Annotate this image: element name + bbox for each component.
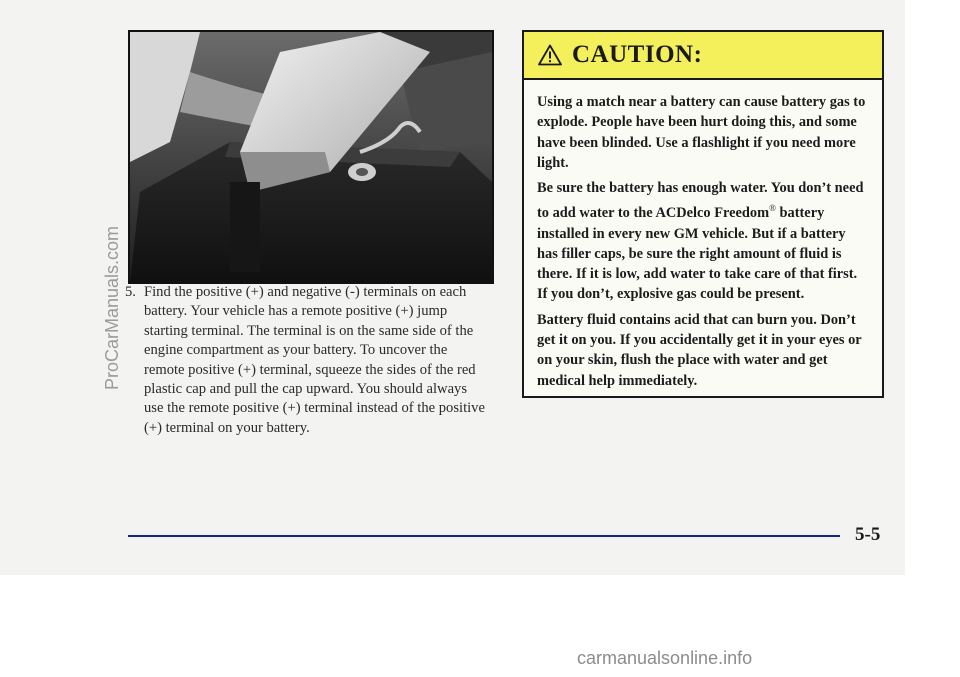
caution-paragraph: Battery fluid contains acid that can burn you. Don’t get it on you. If you accidentally get it in your eyes or on your skin, flush the place with water and get medical help immediately.	[537, 311, 862, 389]
battery-photo-illustration	[130, 32, 492, 282]
bottom-watermark: carmanualsonline.info	[577, 648, 753, 668]
registered-mark: ®	[769, 203, 776, 214]
step-number: 5.	[125, 284, 136, 300]
caution-title: CAUTION:	[572, 41, 703, 68]
instruction-step-5	[125, 283, 490, 438]
caution-text-segment: battery installed in every new GM vehicle. But if a battery has filler caps, be sure the right amount of fluid is there. If it is low, add water to take care of that first. If you don’t, explosive gas could be present.	[537, 205, 858, 303]
caution-paragraph	[537, 178, 868, 305]
caution-header	[524, 32, 882, 80]
caution-box	[522, 30, 884, 398]
side-watermark: ProCarManuals.com	[102, 225, 122, 390]
caution-body	[524, 80, 882, 391]
warning-triangle-icon	[538, 44, 562, 66]
battery-terminal-photo	[128, 30, 494, 284]
caution-paragraph: Using a match near a battery can cause battery gas to explode. People have been hurt doing this, and some have been blinded. Use a flashlight if you need more light.	[537, 94, 866, 171]
step-text: Find the positive (+) and negative (-) terminals on each battery. Your vehicle has a remote positive (+) jump starting terminal. The terminal is on the same side of the engine compartment as your battery. To uncover the remote positive (+) terminal, squeeze the sides of the red plastic cap and pull the cap upward. You should always use the remote positive (+) terminal instead of the positive (+) terminal on your battery.	[144, 284, 485, 436]
page-number: 5-5	[855, 524, 881, 545]
caution-text-segment: Be sure the battery has enough water. You don’t need to add water to the ACDelco Freedom	[537, 180, 864, 222]
footer-rule	[128, 535, 840, 537]
